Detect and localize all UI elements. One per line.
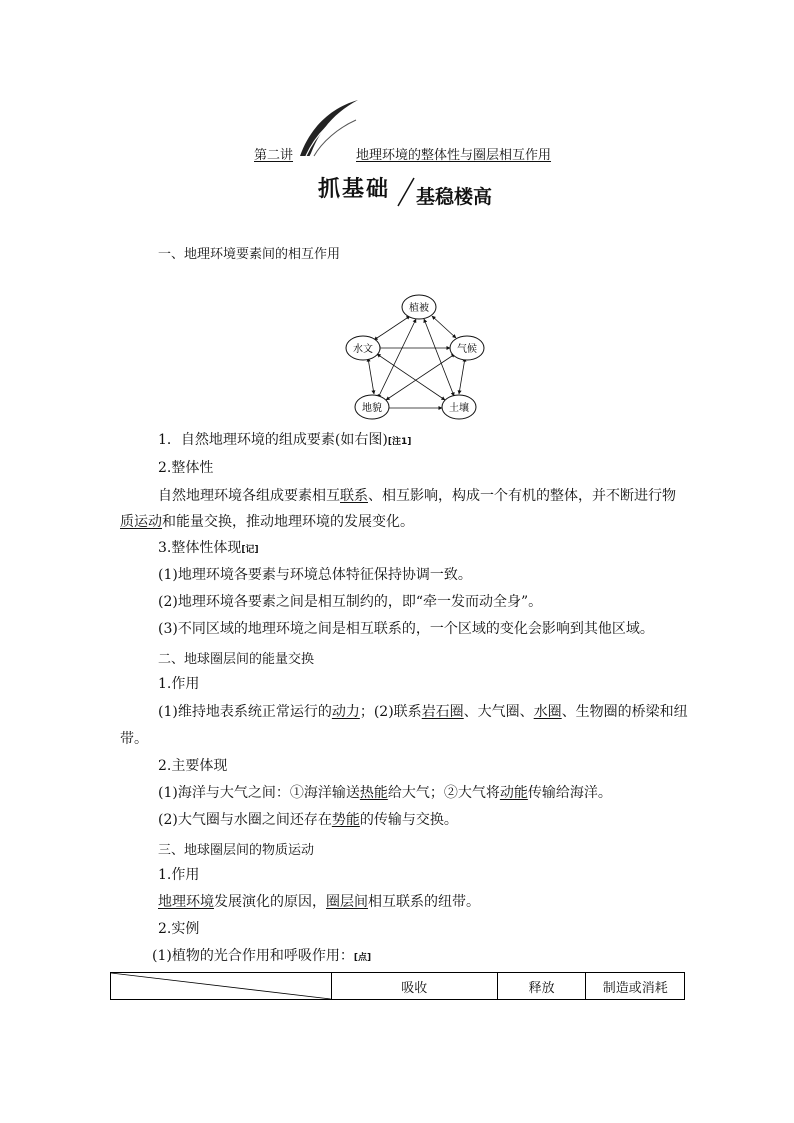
- text-run: 传输给海洋。: [527, 785, 612, 801]
- item-3-point-3: (3)不同区域的地理环境之间是相互联系的，一个区域的变化会影响到其他区域。: [158, 621, 654, 637]
- item-1-label: 1．自然地理环境的组成要素(如右图): [158, 432, 388, 448]
- node-label-vegetation: 植被: [409, 303, 429, 314]
- section-3-example-1: [152, 946, 371, 968]
- node-label-hydrology: 水文: [353, 344, 373, 355]
- text-run: (1)植物的光合作用和呼吸作用：: [152, 948, 354, 964]
- underlined-term: 动力: [331, 704, 360, 720]
- section-2-sub-1: 1.作用: [158, 676, 200, 692]
- text-run: 发展演化的原因，: [214, 894, 326, 910]
- underlined-term: 势能: [331, 812, 360, 828]
- node-label-landform: 地貌: [362, 403, 382, 414]
- underlined-term: 圈层间: [326, 894, 368, 910]
- section-3-line-1: [158, 892, 480, 912]
- note-tag: [注1]: [387, 437, 412, 447]
- banner-sub-text: 基稳楼高: [416, 186, 493, 208]
- diagonal-header-cell: [111, 973, 332, 1000]
- section-heading-3: 三、地球圈层间的物质运动: [158, 843, 315, 858]
- diagram-node-landform: [355, 395, 389, 419]
- note-tag: [记]: [241, 545, 259, 555]
- underlined-term: 联系: [340, 488, 368, 504]
- table-header-absorb: 吸收: [331, 973, 497, 1000]
- diagonal-line-icon: [111, 973, 331, 999]
- item-3-point-1: (1)地理环境各要素与环境总体特征保持协调一致。: [158, 567, 472, 583]
- text-run: 自然地理环境各组成要素相互: [158, 488, 340, 504]
- section-heading-1: 一、地理环境要素间的相互作用: [158, 247, 341, 262]
- banner-main-text: 抓基础: [318, 177, 391, 202]
- underlined-term: 岩石圈: [421, 704, 464, 720]
- section-3-sub-1: 1.作用: [158, 867, 200, 883]
- underlined-term: 水圈: [533, 704, 562, 720]
- item-3-line: [158, 538, 259, 560]
- text-run: 、生物圈的桥梁和纽: [561, 704, 688, 720]
- lecture-number: 第二讲: [254, 148, 294, 163]
- elements-diagram: [340, 290, 500, 420]
- underlined-term: 质运动: [120, 514, 162, 530]
- table-header-release: 释放: [497, 973, 586, 1000]
- table-row: [111, 973, 685, 1000]
- diagram-node-soil: [442, 395, 476, 419]
- text-run: 给大气；②大气将: [387, 785, 500, 801]
- item-2-paragraph-line-2: [120, 512, 414, 532]
- node-label-climate: 气候: [457, 344, 477, 355]
- page-title: 地理环境的整体性与圈层相互作用: [356, 148, 552, 163]
- text-run: (1)维持地表系统正常运行的: [158, 704, 332, 720]
- underlined-term: 动能: [499, 785, 528, 801]
- diagram-node-climate: [450, 336, 484, 360]
- text-run: (1)海洋与大气之间：①海洋输送: [158, 785, 360, 801]
- text-run: (2)大气圈与水圈之间还存在: [158, 812, 332, 828]
- underlined-term: 地理环境: [158, 894, 214, 910]
- section-2-sub-2: 2.主要体现: [158, 758, 228, 774]
- text-run: 、大气圈、: [463, 704, 534, 720]
- section-2-point-1: [158, 783, 612, 803]
- text-run: 和能量交换，推动地理环境的发展变化。: [162, 514, 414, 530]
- text-run: ；(2)联系: [359, 704, 422, 720]
- photosynthesis-table: [110, 972, 685, 1000]
- underlined-term: 热能: [359, 785, 388, 801]
- section-heading-2: 二、地球圈层间的能量交换: [158, 652, 315, 667]
- diagram-node-vegetation: [402, 295, 436, 319]
- section-2-line-1: [158, 702, 688, 722]
- text-run: 、相互影响，构成一个有机的整体，并不断进行物: [368, 488, 676, 504]
- text-run: 的传输与交换。: [359, 812, 458, 828]
- item-2-label: 2.整体性: [158, 460, 214, 476]
- item-1-line: [158, 430, 411, 452]
- node-label-soil: 土壤: [449, 403, 469, 414]
- diagram-node-hydrology: [346, 336, 380, 360]
- table-header-produce-consume: 制造或消耗: [586, 973, 685, 1000]
- section-3-sub-2: 2.实例: [158, 921, 200, 937]
- slash-divider-icon: [396, 176, 416, 208]
- item-2-paragraph-line-1: [158, 486, 676, 506]
- item-3-label: 3.整体性体现: [158, 540, 242, 556]
- note-tag: [点]: [353, 953, 372, 963]
- section-2-line-2: 带。: [120, 731, 148, 747]
- section-2-point-2: [158, 810, 458, 830]
- text-run: 相互联系的纽带。: [368, 894, 480, 910]
- item-3-point-2: (2)地理环境各要素之间是相互制约的，即“牵一发而动全身”。: [158, 594, 543, 610]
- swoosh-logo-icon: [296, 98, 360, 158]
